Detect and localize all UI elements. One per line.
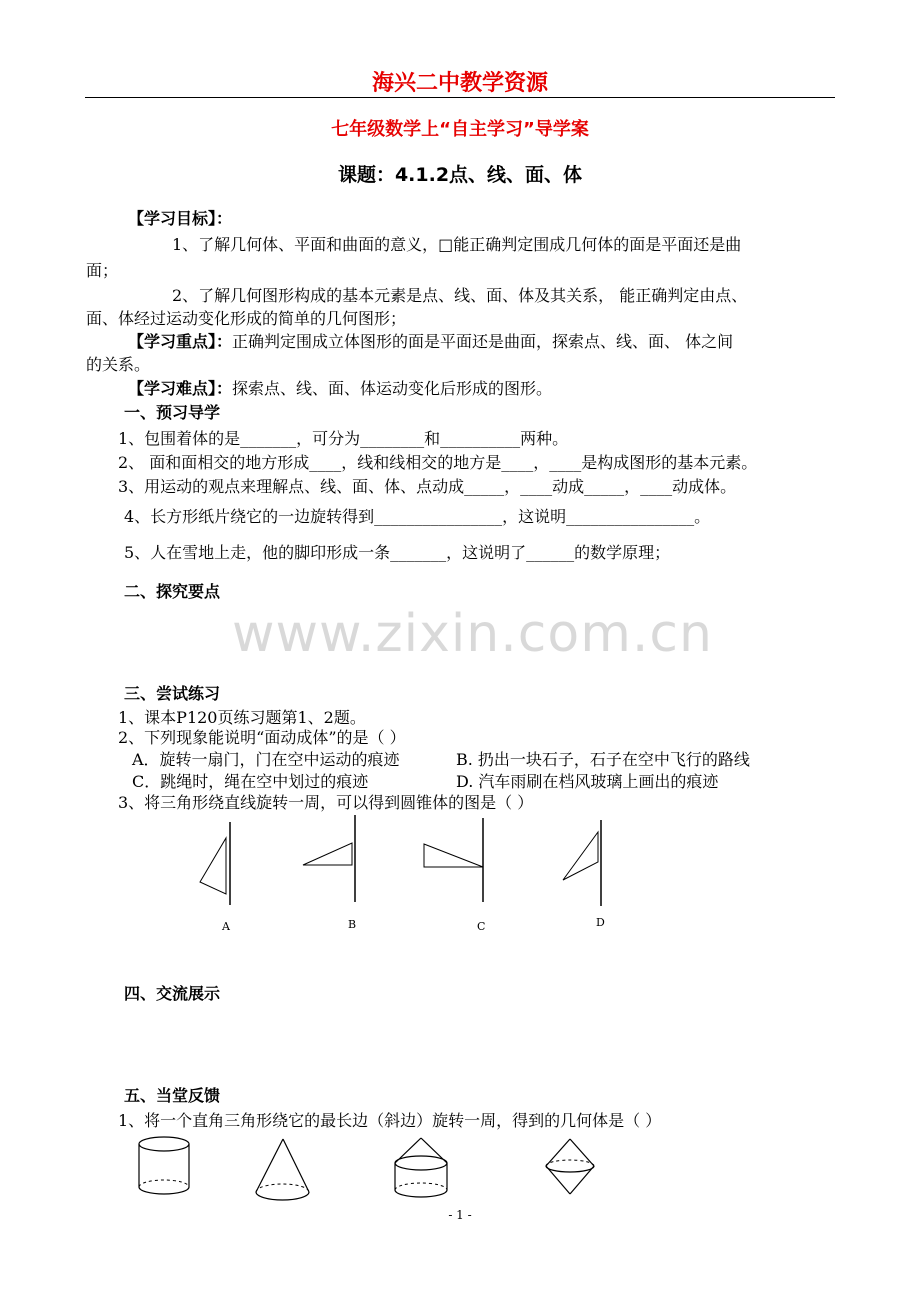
key-point-text: 正确判定围成立体图形的面是平面还是曲面，探索点、线、面、 体之间: [232, 332, 734, 351]
difficulty-label: 【学习难点】：: [128, 379, 233, 398]
school-title: 海兴二中教学资源: [371, 71, 548, 96]
figure-a: [200, 822, 230, 905]
section-1-title: 一、预习导学: [124, 403, 221, 422]
goal-1-line1: 1、了解几何体、平面和曲面的意义，□能正确判定围成几何体的面是平面还是曲: [172, 235, 742, 254]
goal-2-line1: 2、了解几何图形构成的基本元素是点、线、面、体及其关系， 能正确判定由点、: [172, 286, 748, 305]
lesson-title: 课题：4.1.2点、线、面、体: [337, 164, 583, 186]
rotation-figures: [180, 810, 640, 940]
header-divider: [85, 97, 835, 98]
figure-label-a: A: [222, 920, 230, 933]
preview-q5: 5、人在雪地上走，他的脚印形成一条_______，这说明了______的数学原理；: [124, 543, 671, 562]
difficulty-line: [128, 376, 552, 399]
preview-q2: 2、 面和面相交的地方形成____，线和线相交的地方是____，____是构成图形的基本元素。: [118, 453, 758, 472]
preview-q4: 4、长方形纸片绕它的一边旋转得到________________，这说明________________。: [124, 507, 711, 526]
figure-d: [563, 820, 601, 906]
page-number: - 1 -: [448, 1208, 472, 1222]
cone-figure: [256, 1139, 309, 1200]
figure-label-c: C: [477, 920, 486, 933]
cylinder-figure: [139, 1137, 189, 1194]
key-point-line2: 的关系。: [86, 355, 151, 374]
practice-q2-option-b: B. 扔出一块石子，石子在空中飞行的路线: [456, 750, 750, 769]
figure-label-d: D: [596, 916, 605, 929]
feedback-q1: 1、将一个直角三角形绕它的最长边（斜边）旋转一周，得到的几何体是（ ）: [118, 1111, 662, 1130]
section-5-title: 五、当堂反馈: [124, 1086, 221, 1105]
double-cone-figure: [546, 1139, 594, 1194]
section-3-title: 三、尝试练习: [124, 684, 221, 703]
key-point-label: 【学习重点】：: [128, 332, 233, 351]
figure-c: [424, 818, 483, 902]
section-4-title: 四、交流展示: [124, 984, 221, 1003]
key-point-line1: [128, 329, 733, 352]
practice-q2: 2、下列现象能说明“面动成体”的是（ ）: [118, 728, 406, 747]
document-subtitle: 七年级数学上“自主学习”导学案: [331, 119, 589, 140]
practice-q3: 3、将三角形绕直线旋转一周，可以得到圆锥体的图是（ ）: [118, 793, 534, 812]
figure-label-b: B: [348, 918, 357, 931]
goal-1-line2: 面；: [86, 261, 119, 280]
practice-q2-option-d: D. 汽车雨刷在档风玻璃上画出的痕迹: [456, 772, 719, 791]
solid-figures: [125, 1130, 625, 1210]
section-2-title: 二、探究要点: [124, 582, 221, 601]
practice-q2-option-c: C．跳绳时，绳在空中划过的痕迹: [132, 772, 369, 791]
preview-q1: 1、包围着体的是_______，可分为________和__________两种。: [118, 429, 569, 448]
practice-q1: 1、课本P120页练习题第1、2题。: [118, 708, 366, 727]
goal-2-line2: 面、体经过运动变化形成的简单的几何图形；: [86, 309, 407, 328]
goals-label: 【学习目标】：: [128, 209, 233, 228]
figure-b: [303, 815, 355, 902]
preview-q3: 3、用运动的观点来理解点、线、面、体、点动成_____，____动成_____，____动成体。: [118, 477, 737, 496]
practice-q2-option-a: A．旋转一扇门，门在空中运动的痕迹: [132, 750, 400, 769]
watermark-text: www.zixin.com.cn: [232, 604, 713, 664]
difficulty-text: 探索点、线、面、体运动变化后形成的图形。: [232, 379, 553, 398]
cone-on-cylinder-figure: [395, 1138, 447, 1197]
